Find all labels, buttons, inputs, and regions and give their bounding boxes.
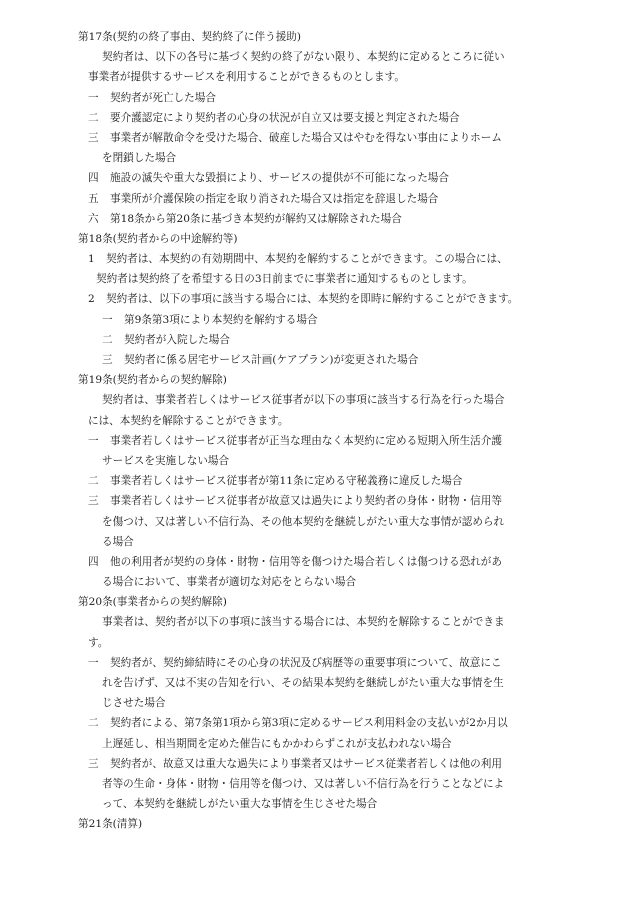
paragraph-number: 2 xyxy=(88,293,95,306)
item-text: 要介護認定により契約者の心身の状況が自立又は要支援と判定された場合 xyxy=(110,111,460,124)
article-19-body-line: には、本契約を解除することができます。 xyxy=(88,414,289,427)
article-19-body-line: 契約者は、事業者若しくはサービス従事者が以下の事項に該当する行為を行った場合 xyxy=(102,394,505,407)
article-18-heading: 第18条(契約者からの中途解約等) xyxy=(78,232,238,245)
article-18-paragraph-1-cont: 契約者は契約終了を希望する日の3日前までに事業者に通知するものとします。 xyxy=(96,273,473,286)
article-17-item-3 xyxy=(78,128,572,148)
paragraph-text: 契約者は、本契約の有効期間中、本契約を解約することができます。この場合には、 xyxy=(106,253,508,266)
article-18-paragraph-1 xyxy=(78,249,572,269)
item-number: 六 xyxy=(88,212,99,225)
item-number: 三 xyxy=(88,131,99,144)
item-text: 契約者が死亡した場合 xyxy=(110,91,216,104)
article-20-body-line: 事業者は、契約者が以下の事項に該当する場合には、本契約を解除することができま xyxy=(102,616,505,629)
article-17-item-3-cont: を閉鎖した場合 xyxy=(102,152,177,165)
item-number: 二 xyxy=(88,717,99,730)
article-20-item-2 xyxy=(78,713,572,733)
item-text: 事業者若しくはサービス従事者が正当な理由なく本契約に定める短期入所生活介護 xyxy=(110,434,502,447)
item-number: 四 xyxy=(88,555,99,568)
article-18-paragraph-2 xyxy=(78,289,572,309)
item-text: 事業所が介護保険の指定を取り消された場合又は指定を辞退した場合 xyxy=(110,192,439,205)
article-19-item-1 xyxy=(78,431,572,451)
item-text: 契約者に係る居宅サービス計画(ケアプラン)が変更された場合 xyxy=(124,354,419,366)
article-19-item-2 xyxy=(78,471,572,491)
item-text: 契約者による、第7条第1項から第3項に定めるサービス利用料金の支払いが2か月以 xyxy=(110,717,508,730)
item-text: 事業者若しくはサービス従事者が故意又は過失により契約者の身体・財物・信用等 xyxy=(110,495,502,508)
article-20-item-1-cont: れを告げず、又は不実の告知を行い、その結果本契約を継続しがたい重大な事情を生 xyxy=(102,677,504,689)
item-number: 五 xyxy=(88,192,99,205)
article-20-item-1-cont: じさせた場合 xyxy=(102,697,166,710)
article-17-item-2 xyxy=(78,108,572,128)
article-18-item-3 xyxy=(78,350,572,370)
item-number: 一 xyxy=(88,434,99,447)
article-18-item-1 xyxy=(78,310,572,330)
item-text: 第9条第3項により本契約を解約する場合 xyxy=(124,313,318,326)
item-number: 二 xyxy=(102,333,113,346)
item-text: 他の利用者が契約の身体・財物・信用等を傷つけた場合若しくは傷つける恐れがあ xyxy=(110,555,502,568)
article-20-item-3-cont: 者等の生命・身体・財物・信用等を傷つけ、又は著しい不信行為を行うことなどによ xyxy=(102,777,505,790)
article-20-item-3-cont: って、本契約を継続しがたい重大な事情を生じさせた場合 xyxy=(102,798,378,811)
article-21-heading: 第21条(清算) xyxy=(78,818,143,831)
article-19-item-4-cont: る場合において、事業者が適切な対応をとらない場合 xyxy=(102,576,357,589)
article-17-item-5 xyxy=(78,189,572,209)
article-19-item-3 xyxy=(78,491,572,511)
article-17-body-line: 契約者は、以下の各号に基づく契約の終了がない限り、本契約に定めるところに従い xyxy=(102,51,505,64)
article-17-body-line: 事業者が提供するサービスを利用することができるものとします。 xyxy=(88,71,405,84)
article-17-item-6 xyxy=(78,209,572,229)
article-20-item-2-cont: 上遅延し、相当期間を定めた催告にもかかわらずこれが支払われない場合 xyxy=(102,737,452,750)
item-number: 三 xyxy=(102,354,113,366)
item-number: 一 xyxy=(88,91,99,104)
item-text: 事業者若しくはサービス従事者が第11条に定める守秘義務に違反した場合 xyxy=(110,475,463,488)
item-number: 三 xyxy=(88,495,99,508)
item-text: 契約者が入院した場合 xyxy=(124,333,230,346)
article-19-item-1-cont: サービスを実施しない場合 xyxy=(102,454,230,467)
item-number: 四 xyxy=(88,172,99,185)
article-20-item-1 xyxy=(78,653,572,673)
article-20-item-3 xyxy=(78,754,572,774)
item-text: 契約者が、契約締結時にその心身の状況及び病歴等の重要事項について、故意にこ xyxy=(110,656,502,669)
paragraph-number: 1 xyxy=(88,253,95,266)
item-text: 第18条から第20条に基づき本契約が解約又は解除された場合 xyxy=(110,212,402,225)
item-number: 三 xyxy=(88,757,99,770)
item-number: 二 xyxy=(88,475,99,488)
item-number: 二 xyxy=(88,111,99,124)
article-17-heading: 第17条(契約の終了事由、契約終了に伴う援助) xyxy=(78,31,302,43)
article-19-item-3-cont: を傷つけ、又は著しい不信行為、その他本契約を継続しがたい重大な事情が認められ xyxy=(102,515,505,528)
article-20-body-line: す。 xyxy=(88,636,109,649)
article-19-item-3-cont: る場合 xyxy=(102,535,134,548)
article-19-item-4 xyxy=(78,552,572,572)
article-19-heading: 第19条(契約者からの契約解除) xyxy=(78,374,227,387)
item-text: 契約者が、故意又は重大な過失により事業者又はサービス従業者若しくは他の利用 xyxy=(110,757,502,770)
item-number: 一 xyxy=(102,313,113,326)
article-17-item-1 xyxy=(78,88,572,108)
item-number: 一 xyxy=(88,656,99,669)
paragraph-text: 契約者は、以下の事項に該当する場合には、本契約を即時に解約することができます。 xyxy=(106,293,519,306)
article-18-item-2 xyxy=(78,330,572,350)
article-17-item-4 xyxy=(78,168,572,188)
item-text: 施設の滅失や重大な毀損により、サービスの提供が不可能になった場合 xyxy=(110,172,449,185)
item-text: 事業者が解散命令を受けた場合、破産した場合又はやむを得ない事由によりホーム xyxy=(110,131,502,144)
article-20-heading: 第20条(事業者からの契約解除) xyxy=(78,596,227,609)
